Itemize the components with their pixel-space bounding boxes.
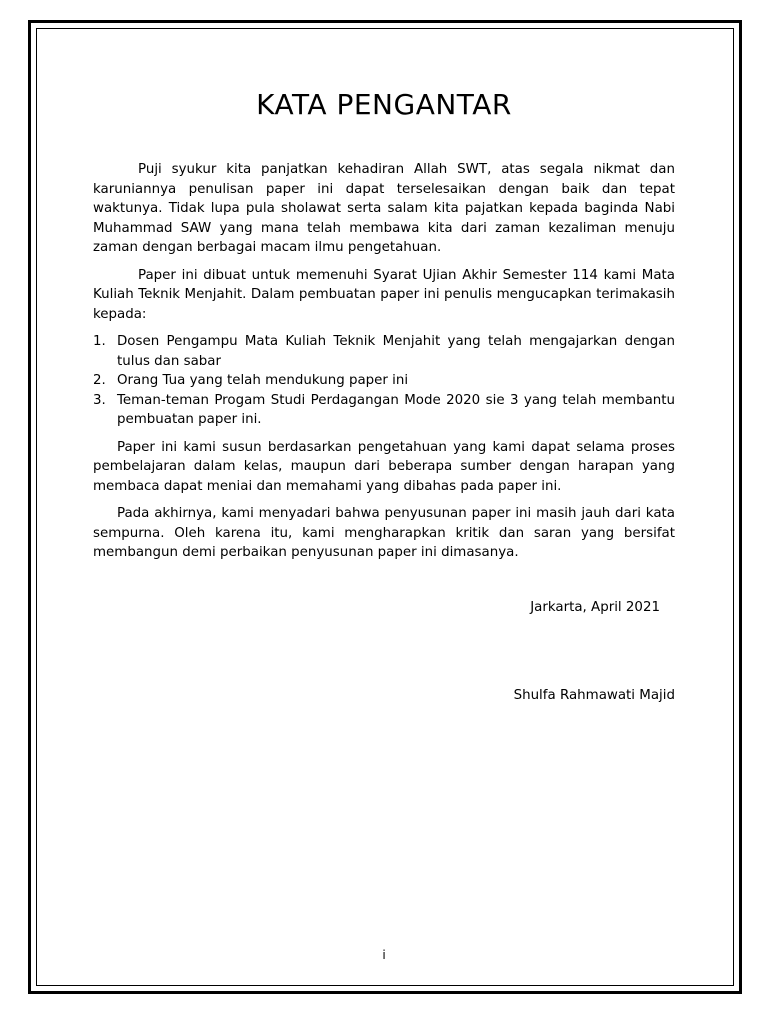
list-item-text: Orang Tua yang telah mendukung paper ini [117, 373, 409, 388]
acknowledgement-list [93, 332, 675, 430]
page-number: i [382, 948, 386, 962]
list-item [93, 371, 675, 391]
list-item-text: Teman-teman Progam Studi Perdagangan Mode 2020 sie 3 yang telah membantu pembuatan paper ini. [117, 392, 675, 427]
author-name: Shulfa Rahmawati Majid [513, 688, 675, 703]
document-body [93, 160, 675, 571]
paragraph-opening: Puji syukur kita panjatkan kehadiran Allah SWT, atas segala nikmat dan karuniannya penulisan paper ini dapat terselesaikan dengan baik dan tepat waktunya. Tidak lupa pula sholawat serta salam kita pajatkan kepada baginda Nabi Muhammad SAW yang mana telah membawa kita dari zaman kezaliman menuju zaman dengan berbagai macam ilmu pengetahuan. [93, 162, 675, 255]
list-item-number: 1. [93, 334, 106, 349]
page-title: KATA PENGANTAR [256, 88, 512, 121]
list-item [93, 332, 675, 371]
paragraph-closing: Pada akhirnya, kami menyadari bahwa penyusunan paper ini masih jauh dari kata sempurna. Oleh karena itu, kami mengharapkan kritik dan saran yang bersifat membangun demi perbaikan penyusunan paper ini dimasanya. [93, 506, 675, 560]
list-item-text: Dosen Pengampu Mata Kuliah Teknik Menjahit yang telah mengajarkan dengan tulus dan sabar [117, 334, 675, 369]
list-item [93, 391, 675, 430]
list-item-number: 2. [93, 373, 106, 388]
list-item-number: 3. [93, 392, 106, 408]
place-date: Jarkarta, April 2021 [530, 600, 660, 615]
paragraph-purpose: Paper ini dibuat untuk memenuhi Syarat Ujian Akhir Semester 114 kami Mata Kuliah Teknik Menjahit. Dalam pembuatan paper ini penulis mengucapkan terimakasih kepada: [93, 267, 675, 322]
paragraph-source: Paper ini kami susun berdasarkan pengetahuan yang kami dapat selama proses pembelajaran dalam kelas, maupun dari beberapa sumber dengan harapan yang membaca dapat meniai dan memahami yang dibahas pada paper ini. [93, 439, 675, 494]
